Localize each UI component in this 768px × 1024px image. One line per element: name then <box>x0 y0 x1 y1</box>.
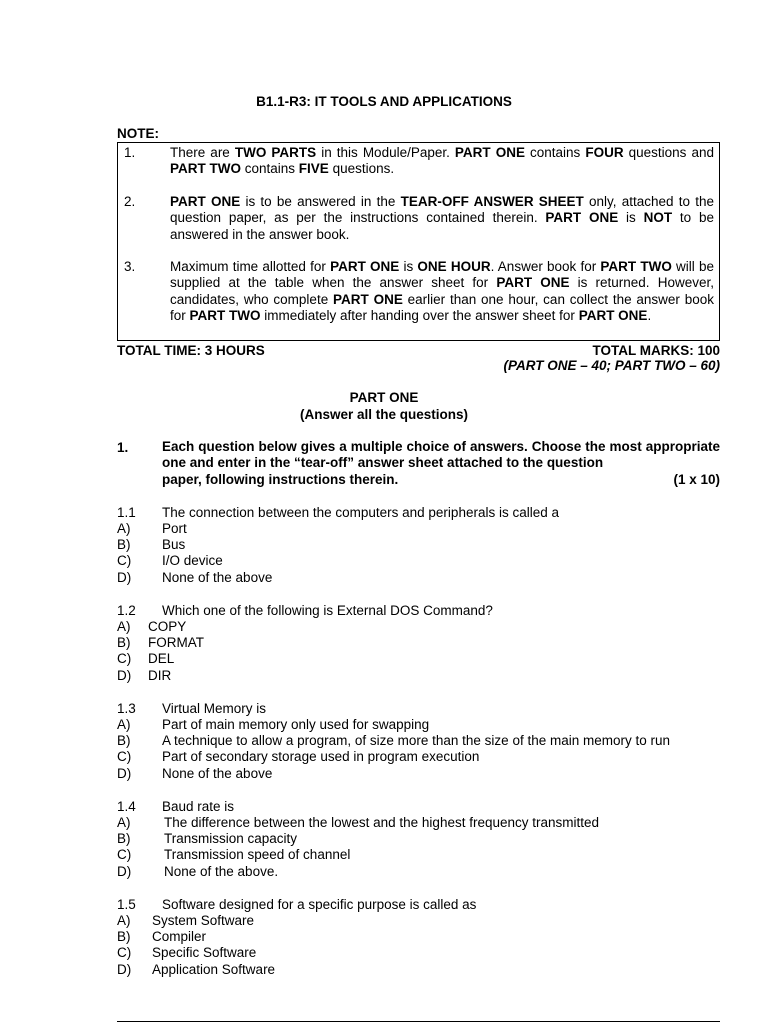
question-marks: (1 x 10) <box>673 471 720 487</box>
option-letter: B) <box>117 831 131 847</box>
option-letter: D) <box>117 569 132 585</box>
option-text: Part of secondary storage used in program execution <box>162 749 480 765</box>
option-letter: A) <box>117 521 131 536</box>
question-number: 1.3 <box>117 701 136 716</box>
total-marks: TOTAL MARKS: 100 <box>592 343 720 358</box>
note-label: NOTE: <box>117 126 159 141</box>
option-text: Application Software <box>152 961 276 977</box>
option-text: None of the above <box>162 569 273 585</box>
question-text: Virtual Memory is <box>162 701 267 716</box>
option-text: I/O device <box>162 553 223 569</box>
question-text: Software designed for a specific purpose is called as <box>162 897 477 912</box>
instructions-text: Each question below gives a multiple choice of answers. Choose the most appropriate one and enter in the “tear-off” answer sheet attached to the question <box>162 439 720 471</box>
question-number: 1.1 <box>117 505 136 520</box>
part-subtitle: (Answer all the questions) <box>299 407 469 422</box>
option-text: System Software <box>152 913 255 928</box>
option-letter: A) <box>117 815 131 830</box>
note-item-number: 2. <box>124 194 136 209</box>
note-box <box>117 142 720 341</box>
question-number: 1.5 <box>117 897 136 912</box>
page-title: B1.1-R3: IT TOOLS AND APPLICATIONS <box>256 94 512 109</box>
option-letter: A) <box>117 717 131 732</box>
part-title: PART ONE <box>349 390 419 405</box>
option-letter: D) <box>117 863 132 879</box>
marks-split: (PART ONE – 40; PART TWO – 60) <box>503 358 720 373</box>
option-text: Part of main memory only used for swapping <box>162 717 430 732</box>
option-letter: C) <box>117 847 132 863</box>
option-letter: D) <box>117 667 132 683</box>
option-letter: B) <box>117 635 131 651</box>
question-number: 1.2 <box>117 603 136 618</box>
option-text: Bus <box>162 537 186 553</box>
option-letter: C) <box>117 553 132 569</box>
total-time: TOTAL TIME: 3 HOURS <box>117 343 265 358</box>
question-instructions <box>162 439 720 488</box>
option-text: Transmission capacity <box>164 831 298 847</box>
option-text: Specific Software <box>152 945 257 961</box>
option-letter: B) <box>117 537 131 553</box>
question-text: Which one of the following is External DOS Command? <box>162 603 493 618</box>
question-number: 1. <box>117 440 129 455</box>
instructions-text-end: paper, following instructions therein. <box>162 471 399 487</box>
option-text: None of the above <box>162 765 273 781</box>
option-text: The difference between the lowest and the highest frequency transmitted <box>164 815 600 830</box>
option-letter: A) <box>117 913 131 928</box>
note-item-text: Maximum time allotted for PART ONE is ONE HOUR. Answer book for PART TWO will be supplied at the table when the answer sheet for PART ONE is returned. However, candidates, who complete PART ONE earlier than one hour, can collect the answer book for PART TWO immediately after handing over the answer sheet for PART ONE. <box>170 259 715 323</box>
option-text: Compiler <box>152 929 207 945</box>
option-text: DIR <box>148 667 172 683</box>
option-letter: D) <box>117 765 132 781</box>
question-number: 1.4 <box>117 799 136 814</box>
option-letter: C) <box>117 749 132 765</box>
option-text: COPY <box>148 619 187 634</box>
option-letter: C) <box>117 945 132 961</box>
option-letter: C) <box>117 651 132 667</box>
option-text: A technique to allow a program, of size more than the size of the main memory to run <box>162 733 671 749</box>
note-item-text: PART ONE is to be answered in the TEAR-OFF ANSWER SHEET only, attached to the question paper, as per the instructions contained therein. PART ONE is NOT to be answered in the answer book. <box>170 194 715 242</box>
option-letter: B) <box>117 733 131 749</box>
option-text: FORMAT <box>148 635 204 651</box>
question-text: The connection between the computers and peripherals is called a <box>162 505 559 520</box>
note-item-number: 3. <box>124 259 136 274</box>
option-text: None of the above. <box>164 863 279 879</box>
option-text: DEL <box>148 651 175 667</box>
option-text: Port <box>162 521 187 536</box>
footer-divider <box>117 1021 720 1022</box>
option-text: Transmission speed of channel <box>164 847 351 863</box>
note-item-number: 1. <box>124 145 136 160</box>
question-text: Baud rate is <box>162 799 235 814</box>
option-letter: A) <box>117 619 131 634</box>
option-letter: D) <box>117 961 132 977</box>
note-item-text: There are TWO PARTS in this Module/Paper. PART ONE contains FOUR questions and PART TWO contains FIVE questions. <box>170 145 714 177</box>
option-letter: B) <box>117 929 131 945</box>
